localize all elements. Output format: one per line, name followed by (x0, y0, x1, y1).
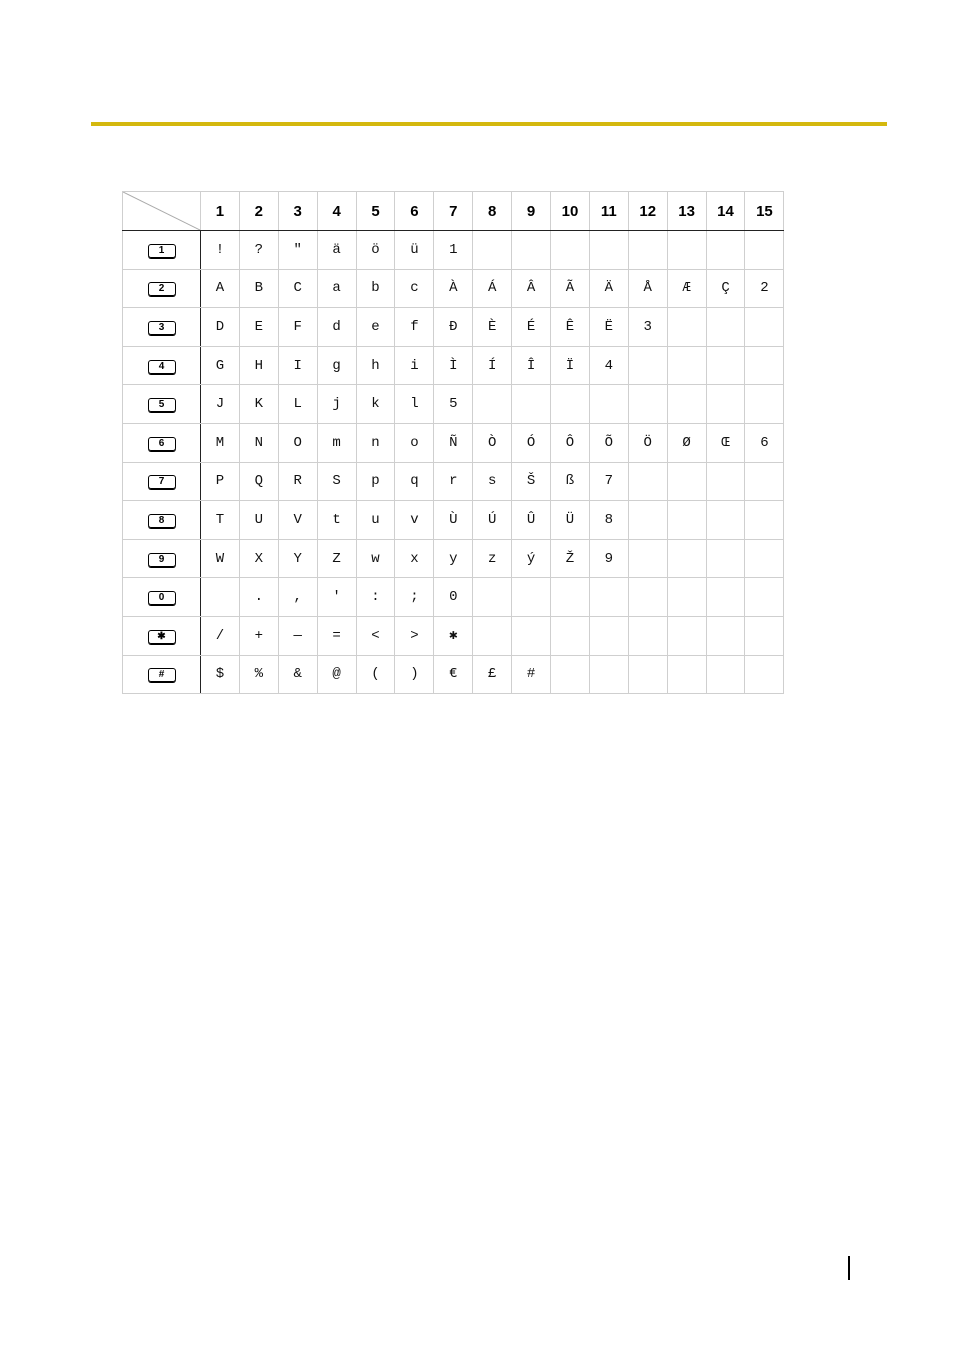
character-cell: V (278, 501, 317, 540)
column-header: 4 (317, 192, 356, 231)
column-header: 2 (239, 192, 278, 231)
character-cell: ý (512, 539, 551, 578)
column-header: 12 (628, 192, 667, 231)
key-cell (123, 539, 201, 578)
character-cell: t (317, 501, 356, 540)
character-cell: j (317, 385, 356, 424)
character-cell: > (395, 616, 434, 655)
character-cell: % (239, 655, 278, 694)
character-cell: a (317, 269, 356, 308)
character-cell: M (201, 423, 240, 462)
character-cell (706, 346, 745, 385)
character-cell: , (278, 578, 317, 617)
key-cell (123, 501, 201, 540)
character-cell: g (317, 346, 356, 385)
character-cell (745, 308, 784, 347)
character-cell: d (317, 308, 356, 347)
column-header: 11 (589, 192, 628, 231)
character-cell: 7 (589, 462, 628, 501)
character-cell: S (317, 462, 356, 501)
character-cell: Ð (434, 308, 473, 347)
character-cell: È (473, 308, 512, 347)
character-cell: Ù (434, 501, 473, 540)
character-cell (667, 385, 706, 424)
table-row (123, 655, 784, 694)
character-cell (706, 501, 745, 540)
character-cell (589, 616, 628, 655)
character-cell: 3 (628, 308, 667, 347)
character-cell (706, 385, 745, 424)
character-cell: O (278, 423, 317, 462)
keypad-key-icon: 5 (148, 398, 176, 412)
character-cell: z (473, 539, 512, 578)
character-cell (628, 231, 667, 270)
character-cell (745, 578, 784, 617)
character-cell (667, 539, 706, 578)
character-cell: J (201, 385, 240, 424)
character-cell: f (395, 308, 434, 347)
character-cell: Õ (589, 423, 628, 462)
keypad-key-icon: 4 (148, 360, 176, 374)
character-cell: ! (201, 231, 240, 270)
table-row (123, 462, 784, 501)
character-cell: s (473, 462, 512, 501)
character-cell: l (395, 385, 434, 424)
column-header: 14 (706, 192, 745, 231)
character-cell: Ú (473, 501, 512, 540)
keypad-key-icon: 0 (148, 591, 176, 605)
character-cell: i (395, 346, 434, 385)
character-cell (512, 616, 551, 655)
character-cell (512, 385, 551, 424)
character-cell (628, 501, 667, 540)
character-cell: Â (512, 269, 551, 308)
character-cell: 5 (434, 385, 473, 424)
character-cell (551, 578, 590, 617)
table-row (123, 423, 784, 462)
keypad-key-icon: 7 (148, 475, 176, 489)
character-cell: É (512, 308, 551, 347)
character-cell: ✱ (434, 616, 473, 655)
character-cell: $ (201, 655, 240, 694)
column-header: 7 (434, 192, 473, 231)
character-cell (628, 655, 667, 694)
character-cell: B (239, 269, 278, 308)
character-cell: ä (317, 231, 356, 270)
character-cell: Ø (667, 423, 706, 462)
character-cell: Ã (551, 269, 590, 308)
character-cell (628, 616, 667, 655)
key-cell (123, 616, 201, 655)
character-cell (551, 385, 590, 424)
character-cell (745, 539, 784, 578)
character-cell: L (278, 385, 317, 424)
character-cell: 1 (434, 231, 473, 270)
key-cell (123, 655, 201, 694)
table-row (123, 231, 784, 270)
character-cell: Z (317, 539, 356, 578)
character-cell: Ñ (434, 423, 473, 462)
header-accent-rule (91, 122, 887, 126)
character-cell (628, 462, 667, 501)
character-cell (512, 231, 551, 270)
character-cell: G (201, 346, 240, 385)
character-cell: Ò (473, 423, 512, 462)
table-row (123, 616, 784, 655)
character-cell: @ (317, 655, 356, 694)
character-cell (745, 501, 784, 540)
character-cell: ü (395, 231, 434, 270)
column-header: 15 (745, 192, 784, 231)
character-cell (589, 655, 628, 694)
character-cell (473, 578, 512, 617)
character-cell: o (395, 423, 434, 462)
character-cell: Ë (589, 308, 628, 347)
character-cell (745, 616, 784, 655)
character-cell: Œ (706, 423, 745, 462)
character-cell: q (395, 462, 434, 501)
key-cell (123, 231, 201, 270)
character-cell: Á (473, 269, 512, 308)
character-cell (551, 655, 590, 694)
character-cell (706, 655, 745, 694)
table-row (123, 269, 784, 308)
keypad-key-icon: 3 (148, 321, 176, 335)
character-cell: H (239, 346, 278, 385)
character-cell (667, 308, 706, 347)
character-cell: Ä (589, 269, 628, 308)
keypad-key-icon: 6 (148, 437, 176, 451)
character-cell: b (356, 269, 395, 308)
column-header: 3 (278, 192, 317, 231)
character-cell: C (278, 269, 317, 308)
character-cell: Ö (628, 423, 667, 462)
character-cell: ; (395, 578, 434, 617)
character-cell: r (434, 462, 473, 501)
character-cell: v (395, 501, 434, 540)
character-cell: Æ (667, 269, 706, 308)
character-cell: + (239, 616, 278, 655)
character-cell (706, 616, 745, 655)
keypad-key-icon: 1 (148, 244, 176, 258)
character-cell: D (201, 308, 240, 347)
character-cell: = (317, 616, 356, 655)
character-cell: Î (512, 346, 551, 385)
character-cell (589, 231, 628, 270)
character-cell: ( (356, 655, 395, 694)
character-cell: U (239, 501, 278, 540)
character-cell: T (201, 501, 240, 540)
column-header: 10 (551, 192, 590, 231)
character-cell: h (356, 346, 395, 385)
character-cell (473, 616, 512, 655)
character-cell: Ç (706, 269, 745, 308)
character-cell: y (434, 539, 473, 578)
table-row (123, 501, 784, 540)
character-cell (706, 539, 745, 578)
character-cell (706, 231, 745, 270)
character-cell (706, 462, 745, 501)
character-cell: Ê (551, 308, 590, 347)
keypad-key-icon: 9 (148, 553, 176, 567)
character-cell (706, 308, 745, 347)
character-cell: 0 (434, 578, 473, 617)
column-header-row (123, 192, 784, 231)
character-cell: . (239, 578, 278, 617)
keypad-key-icon: ✱ (148, 630, 176, 644)
column-header: 13 (667, 192, 706, 231)
character-cell: : (356, 578, 395, 617)
character-cell: c (395, 269, 434, 308)
character-cell: E (239, 308, 278, 347)
character-cell (745, 462, 784, 501)
character-cell: £ (473, 655, 512, 694)
key-cell (123, 423, 201, 462)
character-cell (667, 231, 706, 270)
character-cell (745, 346, 784, 385)
character-cell (201, 578, 240, 617)
character-cell: N (239, 423, 278, 462)
character-cell: — (278, 616, 317, 655)
character-cell (745, 385, 784, 424)
keypad-key-icon: 2 (148, 282, 176, 296)
character-cell: 4 (589, 346, 628, 385)
character-cell: € (434, 655, 473, 694)
character-cell: X (239, 539, 278, 578)
character-cell: # (512, 655, 551, 694)
character-cell: ) (395, 655, 434, 694)
character-cell: " (278, 231, 317, 270)
character-cell: x (395, 539, 434, 578)
character-cell: Í (473, 346, 512, 385)
character-entry-table (122, 191, 784, 694)
table-body (123, 231, 784, 694)
character-cell (667, 616, 706, 655)
column-header: 5 (356, 192, 395, 231)
column-header: 9 (512, 192, 551, 231)
character-cell: W (201, 539, 240, 578)
character-cell: Ì (434, 346, 473, 385)
character-cell (551, 231, 590, 270)
character-cell: & (278, 655, 317, 694)
character-cell (628, 385, 667, 424)
column-header: 6 (395, 192, 434, 231)
character-cell (473, 385, 512, 424)
column-header: 1 (201, 192, 240, 231)
key-cell (123, 269, 201, 308)
key-cell (123, 462, 201, 501)
character-cell: k (356, 385, 395, 424)
character-cell: ö (356, 231, 395, 270)
character-cell: Ó (512, 423, 551, 462)
character-cell (667, 462, 706, 501)
key-cell (123, 308, 201, 347)
table-row (123, 385, 784, 424)
table-corner-cell (123, 192, 201, 231)
character-cell: n (356, 423, 395, 462)
character-cell: 9 (589, 539, 628, 578)
character-cell: m (317, 423, 356, 462)
table-row (123, 578, 784, 617)
character-cell: F (278, 308, 317, 347)
keypad-key-icon: 8 (148, 514, 176, 528)
page-edge-marker (848, 1256, 850, 1280)
character-cell (745, 655, 784, 694)
character-cell: Š (512, 462, 551, 501)
character-cell (745, 231, 784, 270)
table-row (123, 346, 784, 385)
character-cell: / (201, 616, 240, 655)
character-cell (706, 578, 745, 617)
keypad-key-icon: # (148, 668, 176, 682)
character-cell: Q (239, 462, 278, 501)
character-cell: e (356, 308, 395, 347)
character-cell: 6 (745, 423, 784, 462)
key-cell (123, 385, 201, 424)
character-cell: ? (239, 231, 278, 270)
character-cell: ' (317, 578, 356, 617)
character-cell (589, 578, 628, 617)
character-cell: K (239, 385, 278, 424)
column-header: 8 (473, 192, 512, 231)
character-cell: ß (551, 462, 590, 501)
character-cell (667, 578, 706, 617)
character-cell: p (356, 462, 395, 501)
character-cell (667, 655, 706, 694)
character-cell: Å (628, 269, 667, 308)
table-row (123, 539, 784, 578)
character-cell: R (278, 462, 317, 501)
table-row (123, 308, 784, 347)
character-cell: Ô (551, 423, 590, 462)
character-cell: 8 (589, 501, 628, 540)
character-cell: u (356, 501, 395, 540)
character-cell (473, 231, 512, 270)
character-cell: < (356, 616, 395, 655)
character-cell: I (278, 346, 317, 385)
character-cell: P (201, 462, 240, 501)
character-cell (667, 501, 706, 540)
character-cell: Ž (551, 539, 590, 578)
character-cell (628, 346, 667, 385)
character-cell: Y (278, 539, 317, 578)
character-cell (589, 385, 628, 424)
character-cell (628, 539, 667, 578)
corner-diagonal-line (123, 192, 200, 230)
character-cell: w (356, 539, 395, 578)
character-cell (551, 616, 590, 655)
character-cell (628, 578, 667, 617)
character-cell (667, 346, 706, 385)
character-cell: Ü (551, 501, 590, 540)
character-cell: Û (512, 501, 551, 540)
character-cell: Ï (551, 346, 590, 385)
character-cell: 2 (745, 269, 784, 308)
key-cell (123, 578, 201, 617)
character-cell (512, 578, 551, 617)
key-cell (123, 346, 201, 385)
character-cell: A (201, 269, 240, 308)
character-cell: À (434, 269, 473, 308)
